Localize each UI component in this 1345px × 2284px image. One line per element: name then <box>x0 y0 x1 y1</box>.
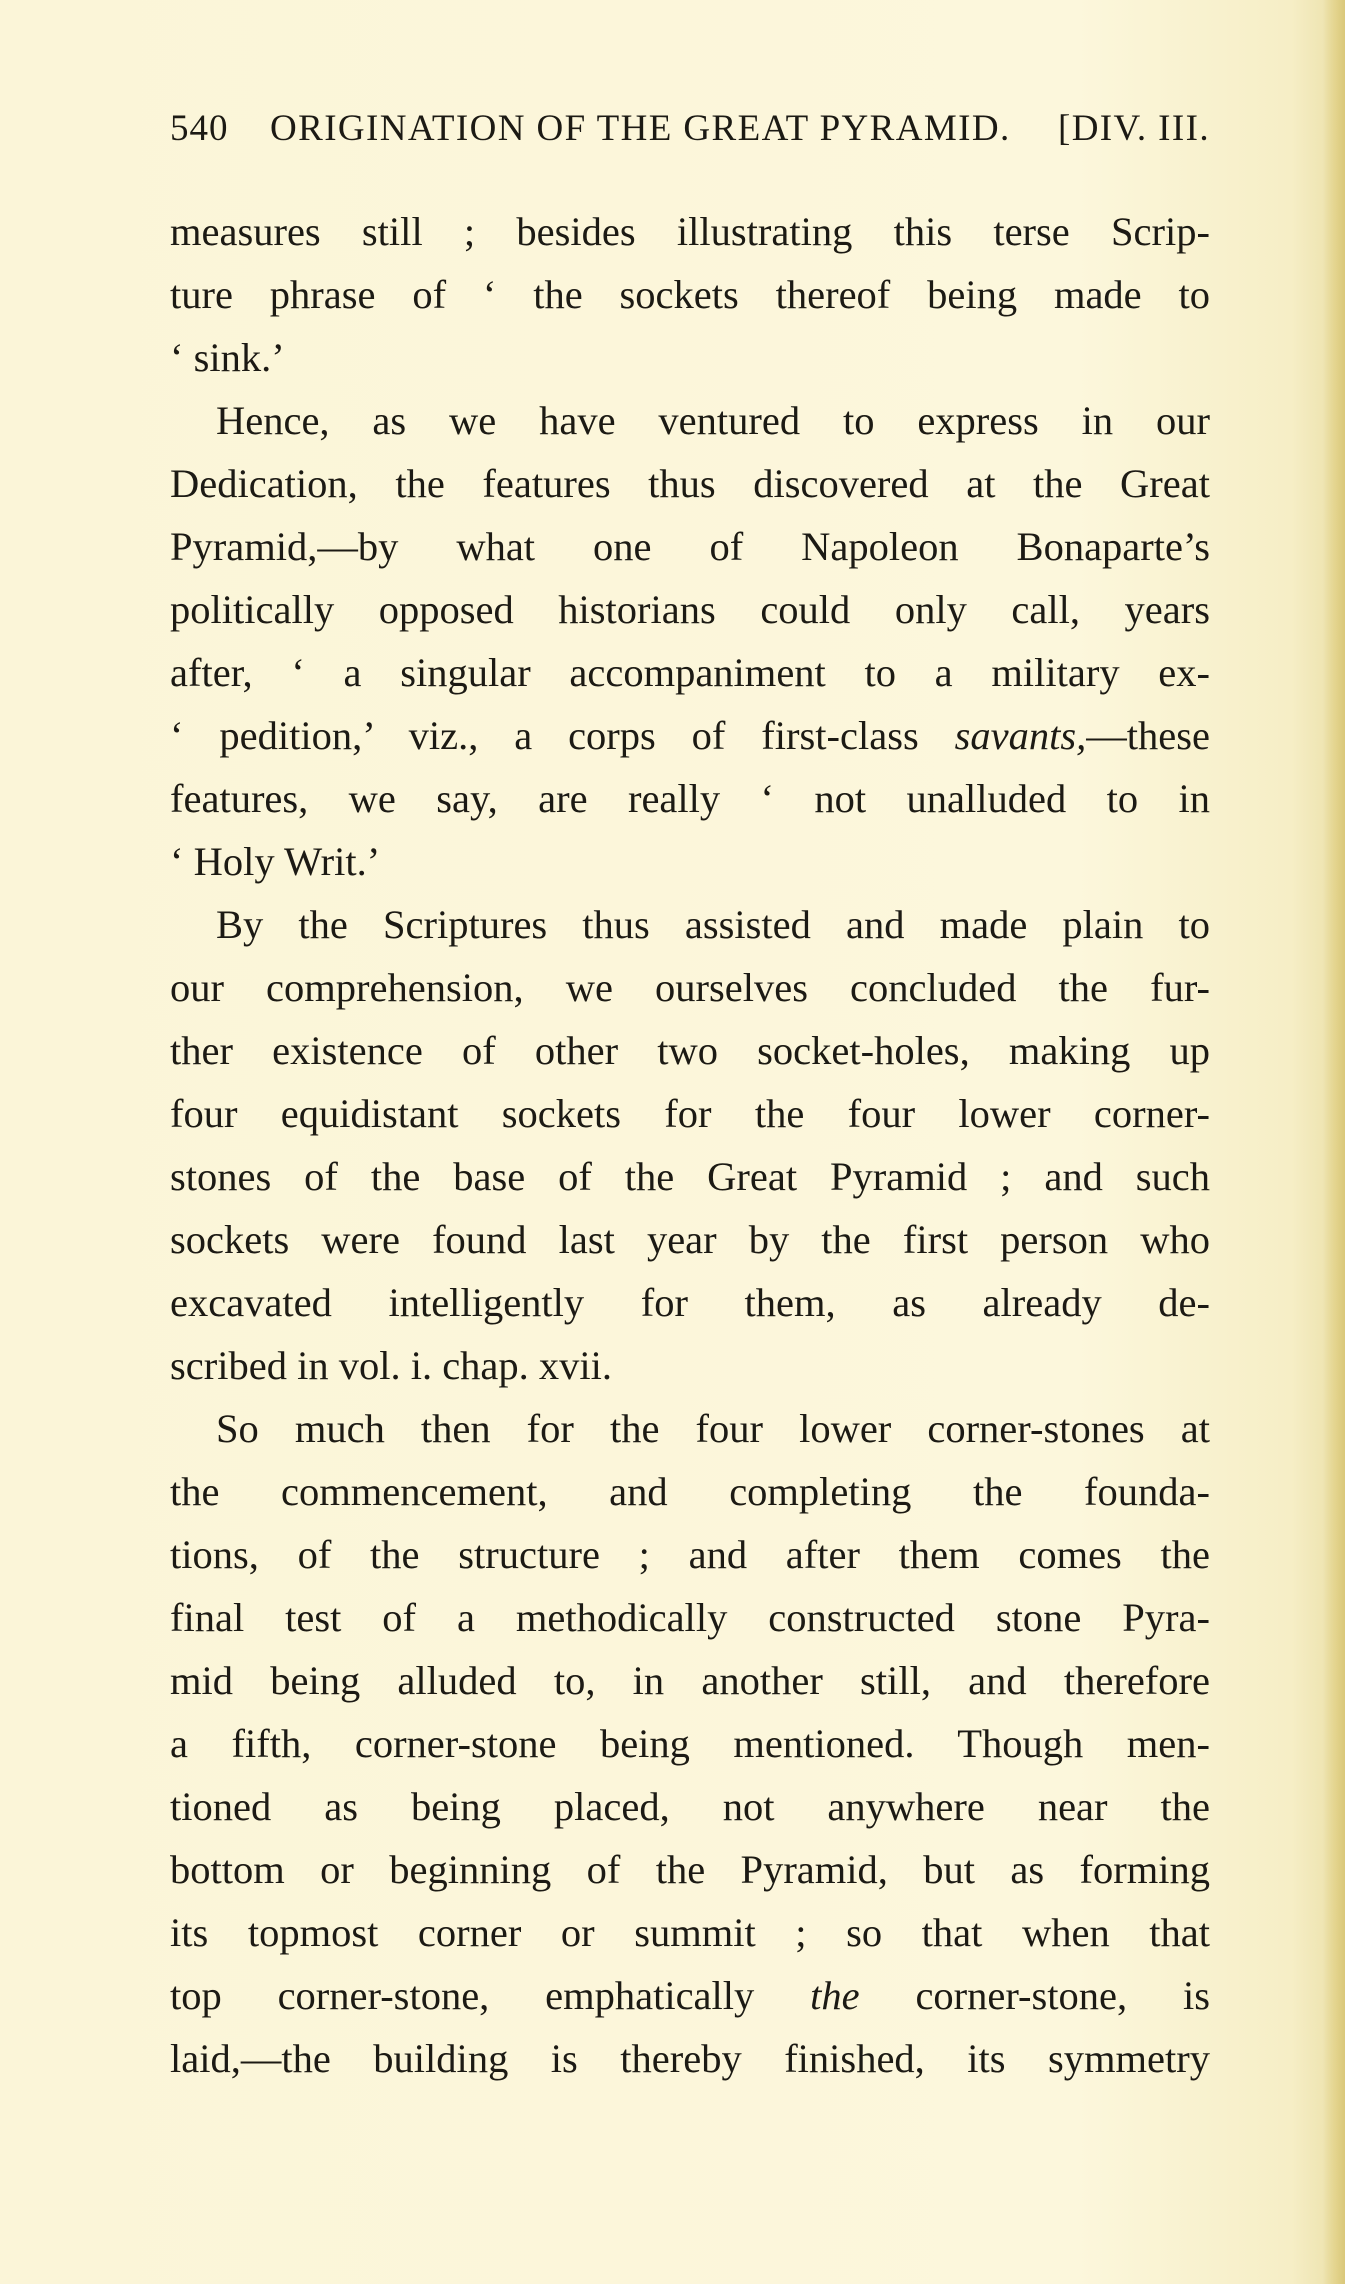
text-line: excavated intelligently for them, as already de- <box>170 1280 1210 1325</box>
text-line: bottom or beginning of the Pyramid, but as forming <box>170 1847 1210 1892</box>
text-line: So much then for the four lower corner-stones at <box>216 1406 1210 1451</box>
text-line: after, ‘ a singular accompaniment to a military ex- <box>170 650 1210 695</box>
text-line: politically opposed historians could only call, years <box>170 587 1210 632</box>
text-line: features, we say, are really ‘ not unalluded to in <box>170 776 1210 821</box>
running-header <box>170 107 1210 155</box>
text-line: ‘ sink.’ <box>170 335 285 380</box>
text-line: scribed in vol. i. chap. xvii. <box>170 1343 613 1388</box>
text-line: top corner-stone, emphatically the corner-stone, is <box>170 1973 1210 2018</box>
text-line: ‘ pedition,’ viz., a corps of first-class savants,—these <box>170 713 1210 758</box>
body-text <box>170 200 1210 2090</box>
division-label: [DIV. III. <box>1057 108 1210 149</box>
text-line: tions, of the structure ; and after them comes the <box>170 1532 1210 1577</box>
text-line: the commencement, and completing the founda- <box>170 1469 1210 1514</box>
text-line: four equidistant sockets for the four lower corner- <box>170 1091 1210 1136</box>
text-line: Pyramid,—by what one of Napoleon Bonaparte’s <box>170 524 1210 569</box>
text-line: a fifth, corner-stone being mentioned. Though men- <box>170 1721 1210 1766</box>
text-line: tioned as being placed, not anywhere near the <box>170 1784 1210 1829</box>
text-line: measures still ; besides illustrating this terse Scrip- <box>170 209 1210 254</box>
text-line: sockets were found last year by the first person who <box>170 1217 1210 1262</box>
text-line: By the Scriptures thus assisted and made plain to <box>216 902 1210 947</box>
text-line: its topmost corner or summit ; so that when that <box>170 1910 1210 1955</box>
text-line: laid,—the building is thereby finished, its symmetry <box>170 2036 1210 2081</box>
page-number: 540 <box>170 108 229 149</box>
text-line: stones of the base of the Great Pyramid ; and such <box>170 1154 1210 1199</box>
text-line: Hence, as we have ventured to express in our <box>216 398 1210 443</box>
text-line: our comprehension, we ourselves concluded the fur- <box>170 965 1210 1010</box>
text-line: ‘ Holy Writ.’ <box>170 839 381 884</box>
text-line: mid being alluded to, in another still, and therefore <box>170 1658 1210 1703</box>
text-line: ther existence of other two socket-holes, making up <box>170 1028 1210 1073</box>
text-line: ture phrase of ‘ the sockets thereof being made to <box>170 272 1210 317</box>
text-line: final test of a methodically constructed stone Pyra- <box>170 1595 1210 1640</box>
running-title: ORIGINATION OF THE GREAT PYRAMID. <box>270 108 1011 149</box>
page-edge <box>1323 0 1345 2284</box>
text-line: Dedication, the features thus discovered at the Great <box>170 461 1210 506</box>
